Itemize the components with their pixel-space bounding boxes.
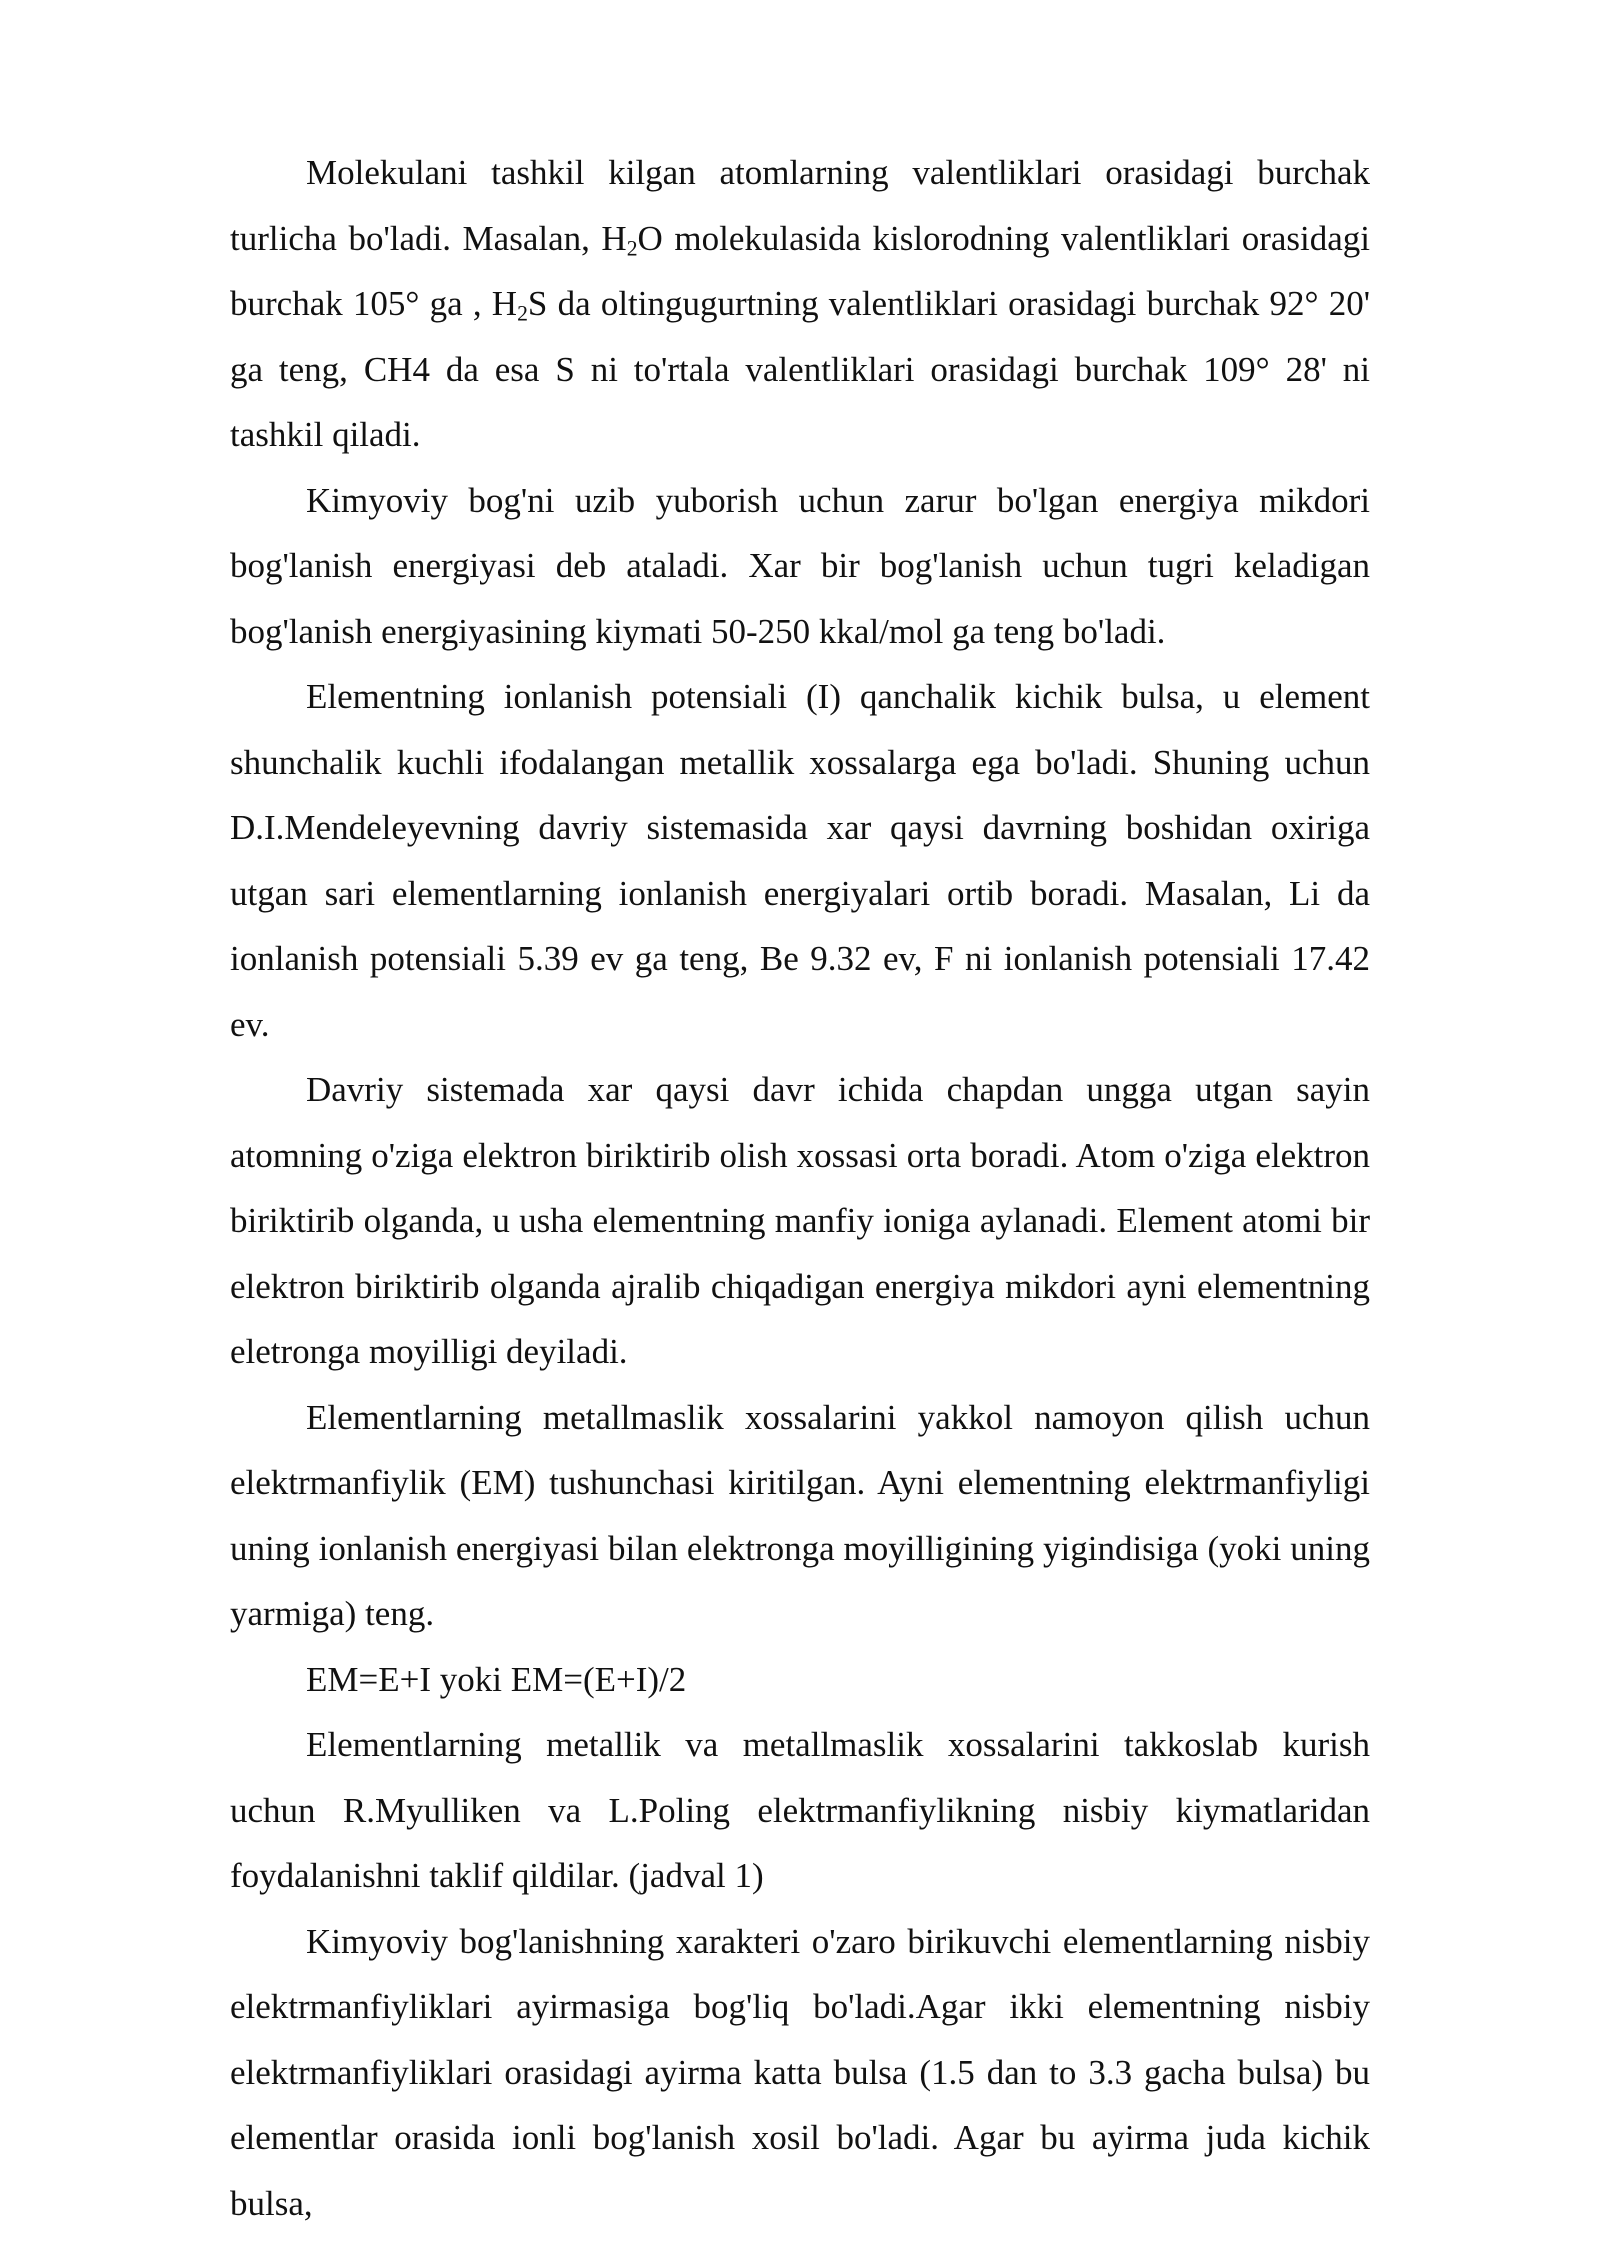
paragraph-bond-character: Kimyoviy bog'lanishning xarakteri o'zaro birikuvchi elementlarning nisbiy elektrmanfiyliklari ayirmasiga bog'liq bo'ladi.Agar ikki elementning nisbiy elektrmanfiyliklari orasidagi ayirma katta bulsa (1.5 dan to 3.3 gacha bulsa) bu elementlar orasida ionli bog'lanish xosil bo'ladi. Agar bu ayirma juda kichik bulsa, xyxy=(230,1921,1370,2223)
paragraph-mulliken-pauling: Elementlarning metallik va metallmaslik xossalarini takkoslab kurish uchun R.Myulliken va L.Poling elektrmanfiylikning nisbiy kiymatlaridan foydalanishni taklif qildilar. (jadval 1) xyxy=(230,1725,1370,1895)
paragraph-text: Molekulani tashkil kilgan atomlarning valentliklari orasidagi burchak turlicha bo'ladi. Masalan, H xyxy=(230,153,1370,258)
paragraph-electronegativity: Elementlarning metallmaslik xossalarini yakkol namoyon qilish uchun elektrmanfiylik (EM) tushunchasi kiritilgan. Ayni elementning elektrmanfiyligi uning ionlanish energiyasi bilan elektronga moyilligining yigindisiga (yoki uning yarmiga) teng. xyxy=(230,1397,1370,1633)
paragraph-text: S da oltingugurtning valentliklari orasidagi burchak 92° 20' ga teng, CH4 da esa S ni to'rtala valentliklari orasidagi burchak 109° 28' ni tashkil qiladi. xyxy=(230,284,1370,454)
subscript: 2 xyxy=(517,301,528,326)
document-page xyxy=(230,140,1370,2236)
subscript: 2 xyxy=(626,235,638,260)
paragraph-electron-affinity: Davriy sistemada xar qaysi davr ichida chapdan ungga utgan sayin atomning o'ziga elektron biriktirib olish xossasi orta boradi. Atom o'ziga elektron biriktirib olganda, u usha elementning manfiy ioniga aylanadi. Element atomi bir elektron biriktirib olganda ajralib chiqadigan energiya mikdori ayni elementning eletronga moyilligi deyiladi. xyxy=(230,1070,1370,1371)
paragraph-bond-energy: Kimyoviy bog'ni uzib yuborish uchun zarur bo'lgan energiya mikdori bog'lanish energiyasi deb ataladi. Xar bir bog'lanish uchun tugri keladigan bog'lanish energiyasining kiymati 50-250 kkal/mol ga teng bo'ladi. xyxy=(230,480,1370,651)
formula-line: EM=E+I yoki EM=(E+I)/2 xyxy=(306,1659,687,1699)
paragraph-ionization-potential: Elementning ionlanish potensiali (I) qanchalik kichik bulsa, u element shunchalik kuchli ifodalangan metallik xossalarga ega bo'ladi. Shuning uchun D.I.Mendeleyevning davriy sistemasida xar qaysi davrning boshidan oxiriga utgan sari elementlarning ionlanish energiyalari ortib boradi. Masalan, Li da ionlanish potensiali 5.39 ev ga teng, Be 9.32 ev, F ni ionlanish potensiali 17.42 ev. xyxy=(230,677,1370,1044)
paragraph-bond-angles xyxy=(230,140,1370,468)
paragraph-text: O molekulasida kislorodning valentliklari orasidagi burchak 105° ga , H xyxy=(230,218,1371,323)
